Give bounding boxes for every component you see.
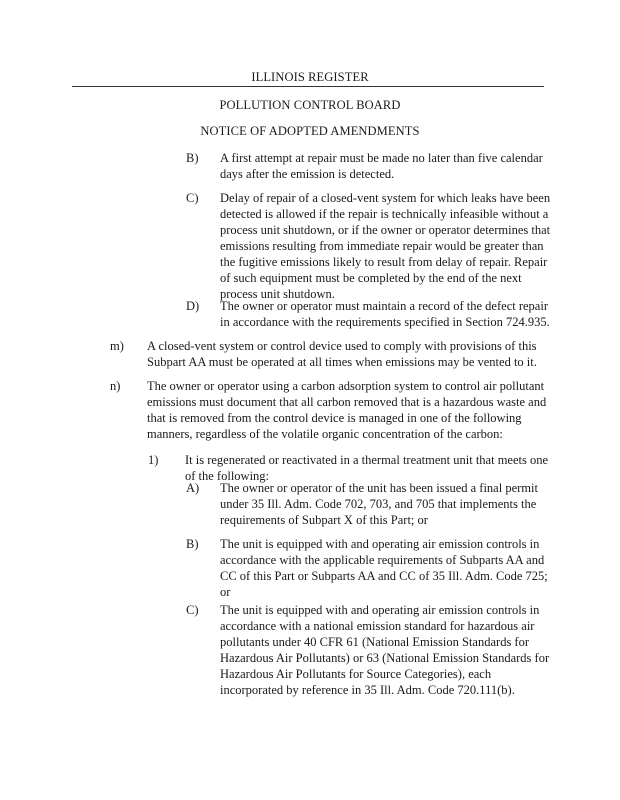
text-line: The owner or operator must maintain a record of the defect repair: [220, 299, 548, 313]
item-c-text: [220, 190, 550, 302]
item-n1a-text: [220, 480, 538, 528]
text-line: the fugitive emissions likely to result from delay of repair. Repair: [220, 255, 548, 269]
item-d-text: [220, 298, 550, 330]
item-n1b-text: [220, 536, 548, 600]
text-line: process unit shutdown, or if the owner or operator determines that: [220, 223, 551, 237]
item-n1c-label: C): [186, 603, 199, 617]
text-line: Hazardous Air Pollutants for Source Categories), each: [220, 667, 492, 681]
text-line: of the following:: [185, 469, 270, 483]
text-line: in accordance with the requirements specified in Section 724.935.: [220, 315, 550, 329]
register-title: ILLINOIS REGISTER: [251, 70, 369, 84]
text-line: The unit is equipped with and operating air emission controls in: [220, 537, 540, 551]
item-c-label: C): [186, 191, 199, 205]
text-line: or: [220, 585, 231, 599]
text-line: accordance with a national emission standard for hazardous air: [220, 619, 535, 633]
text-line: under 35 Ill. Adm. Code 702, 703, and 705 that implements the: [220, 497, 537, 511]
text-line: incorporated by reference in 35 Ill. Adm. Code 720.111(b).: [220, 683, 515, 697]
text-line: manners, regardless of the volatile organic concentration of the carbon:: [147, 427, 503, 441]
text-line: process unit shutdown.: [220, 287, 335, 301]
header-rule: [72, 86, 544, 87]
item-m-text: [147, 338, 537, 370]
item-n1b-label: B): [186, 537, 199, 551]
text-line: The owner or operator of the unit has been issued a final permit: [220, 481, 538, 495]
text-line: that is removed from the control device is managed in one of the following: [147, 411, 522, 425]
text-line: Subpart AA must be operated at all times when emissions may be vented to it.: [147, 355, 537, 369]
text-line: emissions resulting from immediate repair would be greater than: [220, 239, 544, 253]
item-n1c-text: [220, 602, 549, 698]
text-line: The unit is equipped with and operating air emission controls in: [220, 603, 540, 617]
item-b-label: B): [186, 151, 199, 165]
text-line: days after the emission is detected.: [220, 167, 395, 181]
text-line: A first attempt at repair must be made no later than five calendar: [220, 151, 543, 165]
item-n-text: [147, 378, 546, 442]
board-title: POLLUTION CONTROL BOARD: [219, 98, 401, 112]
text-line: Hazardous Air Pollutants) or 63 (National Emission Standards for: [220, 651, 550, 665]
text-line: of such equipment must be completed by the end of the next: [220, 271, 522, 285]
text-line: It is regenerated or reactivated in a thermal treatment unit that meets one: [185, 453, 549, 467]
text-line: emissions must document that all carbon removed that is a hazardous waste and: [147, 395, 547, 409]
text-line: accordance with the applicable requirements of Subparts AA and: [220, 553, 545, 567]
text-line: requirements of Subpart X of this Part; or: [220, 513, 428, 527]
item-d-label: D): [186, 299, 200, 313]
item-n1a-label: A): [186, 481, 200, 495]
text-line: CC of this Part or Subparts AA and CC of 35 Ill. Adm. Code 725;: [220, 569, 548, 583]
item-b-text: [220, 150, 543, 182]
text-line: Delay of repair of a closed-vent system for which leaks have been: [220, 191, 551, 205]
text-line: pollutants under 40 CFR 61 (National Emission Standards for: [220, 635, 530, 649]
notice-title: NOTICE OF ADOPTED AMENDMENTS: [200, 124, 420, 138]
text-line: The owner or operator using a carbon adsorption system to control air pollutant: [147, 379, 545, 393]
text-line: A closed-vent system or control device used to comply with provisions of this: [147, 339, 537, 353]
item-n-label: n): [110, 379, 121, 393]
item-n1-label: 1): [148, 453, 159, 467]
text-line: detected is allowed if the repair is technically infeasible without a: [220, 207, 549, 221]
item-m-label: m): [110, 339, 124, 353]
